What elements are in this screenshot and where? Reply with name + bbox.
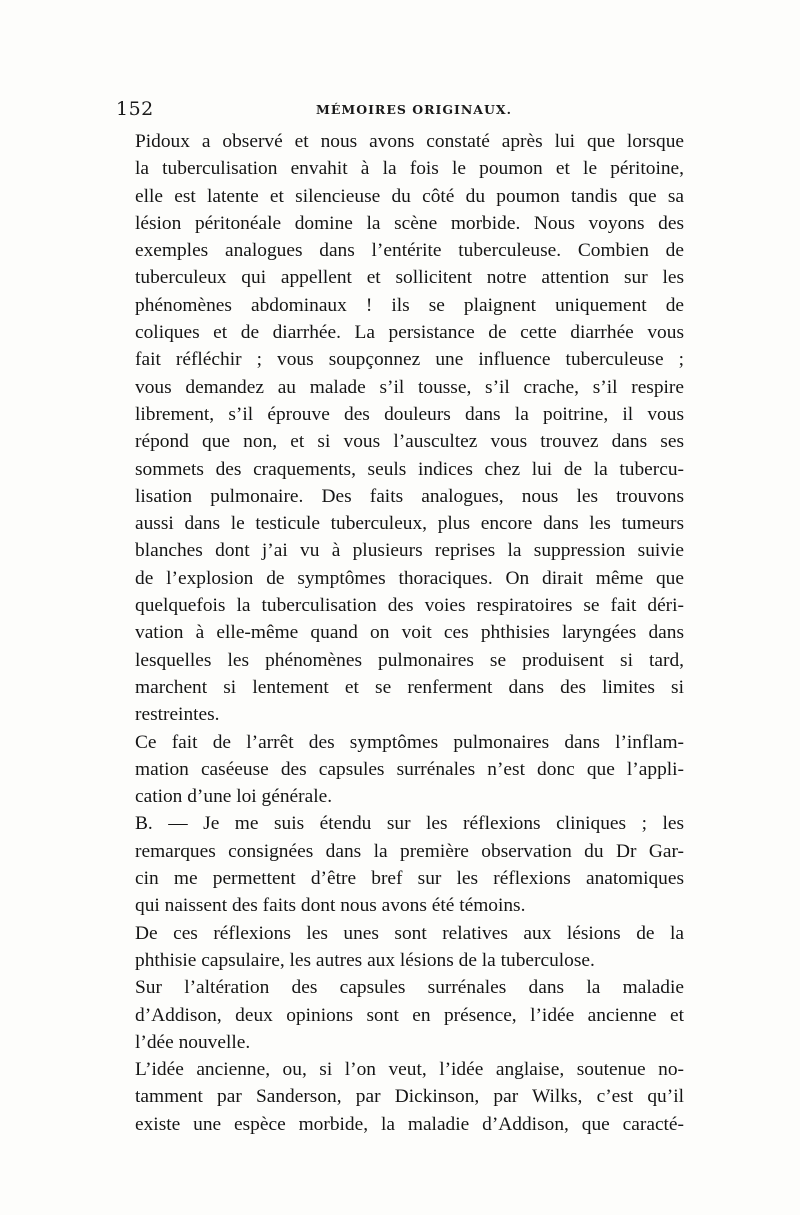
page-number: 152 (116, 98, 154, 120)
text-line: restreintes. (135, 704, 220, 726)
text-line: cin me permettent d’être bref sur les réflexions anatomiques (135, 868, 684, 890)
text-line: coliques et de diarrhée. La persistance de cette diarrhée vous (135, 322, 684, 344)
text-line: blanches dont j’ai vu à plusieurs reprises la suppression suivie (135, 540, 684, 562)
text-line: existe une espèce morbide, la maladie d’Addison, que caracté- (135, 1113, 684, 1135)
text-line: Pidoux a observé et nous avons constaté après lui que lorsque (135, 131, 684, 152)
text-line: aussi dans le testicule tuberculeux, plus encore dans les tumeurs (135, 513, 684, 535)
text-line: marchent si lentement et se renferment dans des limites si (135, 676, 684, 698)
text-line: tamment par Sanderson, par Dickinson, par Wilks, c’est qu’il (135, 1086, 684, 1108)
text-line: la tuberculisation envahit à la fois le poumon et le péritoine, (135, 158, 684, 180)
paragraph-alteration (116, 974, 684, 1056)
text-line: phthisie capsulaire, les autres aux lésions de la tuberculose. (135, 949, 595, 971)
body-text (116, 128, 684, 1138)
text-line: remarques consignées dans la première observation du Dr Gar- (135, 840, 684, 862)
text-line: fait réfléchir ; vous soupçonnez une influence tuberculeuse ; (135, 349, 684, 371)
text-line: mation caséeuse des capsules surrénales n’est donc que l’appli- (135, 758, 684, 780)
text-line: tuberculeux qui appellent et sollicitent notre attention sur les (135, 267, 684, 289)
text-line: qui naissent des faits dont nous avons été témoins. (135, 895, 526, 917)
text-line: lisation pulmonaire. Des faits analogues, nous les trouvons (135, 485, 684, 507)
text-line: elle est latente et silencieuse du côté du poumon tandis que sa (135, 185, 684, 207)
text-line: lesquelles les phénomènes pulmonaires se produisent si tard, (135, 649, 684, 671)
text-line: lésion péritonéale domine la scène morbide. Nous voyons des (135, 212, 684, 234)
text-line: d’Addison, deux opinions sont en présence, l’idée ancienne et (135, 1004, 684, 1026)
paragraph-b (116, 810, 684, 919)
running-title: MÉMOIRES ORIGINAUX. (316, 102, 512, 117)
text-line: phénomènes abdominaux ! ils se plaignent uniquement de (135, 294, 684, 316)
text-line: sommets des craquements, seuls indices chez lui de la tubercu- (135, 458, 684, 480)
text-line: quelquefois la tuberculisation des voies respiratoires se fait déri- (135, 595, 684, 617)
paragraph-pidoux (116, 128, 684, 729)
text-line: L’idée ancienne, ou, si l’on veut, l’idée anglaise, soutenue no- (135, 1059, 684, 1081)
paragraph-idee-ancienne (116, 1056, 684, 1138)
text-line: de l’explosion de symptômes thoraciques. On dirait même que (135, 567, 684, 589)
text-line: cation d’une loi générale. (135, 786, 333, 808)
text-line: Ce fait de l’arrêt des symptômes pulmonaires dans l’inflam- (135, 731, 684, 753)
text-line: vous demandez au malade s’il tousse, s’il crache, s’il respire (135, 376, 684, 398)
text-line: l’dée nouvelle. (135, 1031, 251, 1053)
text-line: De ces réflexions les unes sont relatives aux lésions de la (135, 922, 684, 944)
text-line: vation à elle-même quand on voit ces phthisies laryngées dans (135, 622, 684, 644)
text-line: répond que non, et si vous l’auscultez vous trouvez dans ses (135, 431, 684, 453)
text-line: Sur l’altération des capsules surrénales dans la maladie (135, 977, 684, 999)
text-line: librement, s’il éprouve des douleurs dans la poitrine, il vous (135, 403, 684, 425)
text-line: B. — Je me suis étendu sur les réflexions cliniques ; les (135, 813, 684, 835)
paragraph-reflexions (116, 920, 684, 975)
text-line: exemples analogues dans l’entérite tuberculeuse. Combien de (135, 240, 684, 262)
paragraph-arret (116, 729, 684, 811)
running-head (116, 98, 686, 124)
